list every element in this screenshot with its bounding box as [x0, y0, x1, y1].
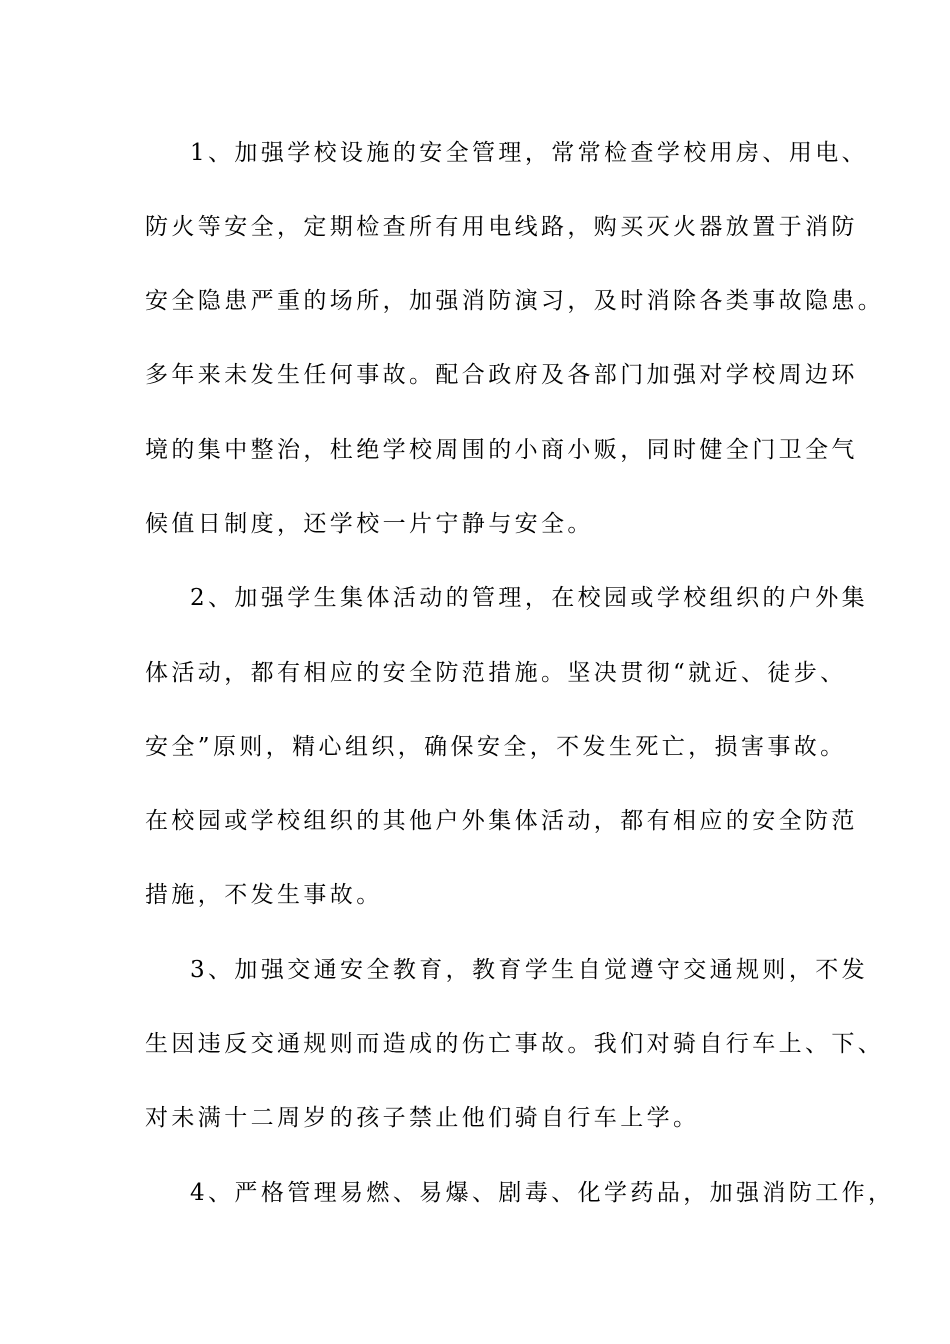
paragraph-3-line-2: 生因违反交通规则而造成的伤亡事故。我们对骑自行车上、下、: [145, 1031, 885, 1057]
paragraph-1-line-1: 1、加强学校设施的安全管理，常常检查学校用房、用电、: [190, 140, 869, 166]
paragraph-1-line-2: 防火等安全，定期检查所有用电线路，购买灭火器放置于消防: [145, 214, 858, 240]
paragraph-3-line-3: 对未满十二周岁的孩子禁止他们骑自行车上学。: [145, 1105, 700, 1131]
paragraph-1-line-5: 境的集中整治，杜绝学校周围的小商小贩，同时健全门卫全气: [145, 437, 858, 463]
paragraph-3-line-1: 3、加强交通安全教育，教育学生自觉遵守交通规则，不发: [190, 957, 869, 983]
paragraph-1-line-6: 候值日制度，还学校一片宁静与安全。: [145, 511, 594, 537]
paragraph-2-line-5: 措施，不发生事故。: [145, 882, 383, 908]
paragraph-2-line-1: 2、加强学生集体活动的管理，在校园或学校组织的户外集: [190, 585, 869, 611]
paragraph-2-line-3: 安全”原则，精心组织，确保安全，不发生死亡，损害事故。: [145, 734, 847, 760]
paragraph-1-line-4: 多年来未发生任何事故。配合政府及各部门加强对学校周边环: [145, 362, 858, 388]
paragraph-1-line-3: 安全隐患严重的场所，加强消防演习，及时消除各类事故隐患。: [145, 288, 885, 314]
paragraph-4-line-1: 4、严格管理易燃、易爆、剧毒、化学药品，加强消防工作，: [190, 1180, 895, 1206]
paragraph-2-line-2: 体活动，都有相应的安全防范措施。坚决贯彻“就近、徒步、: [145, 660, 847, 686]
paragraph-2-line-4: 在校园或学校组织的其他户外集体活动，都有相应的安全防范: [145, 808, 858, 834]
